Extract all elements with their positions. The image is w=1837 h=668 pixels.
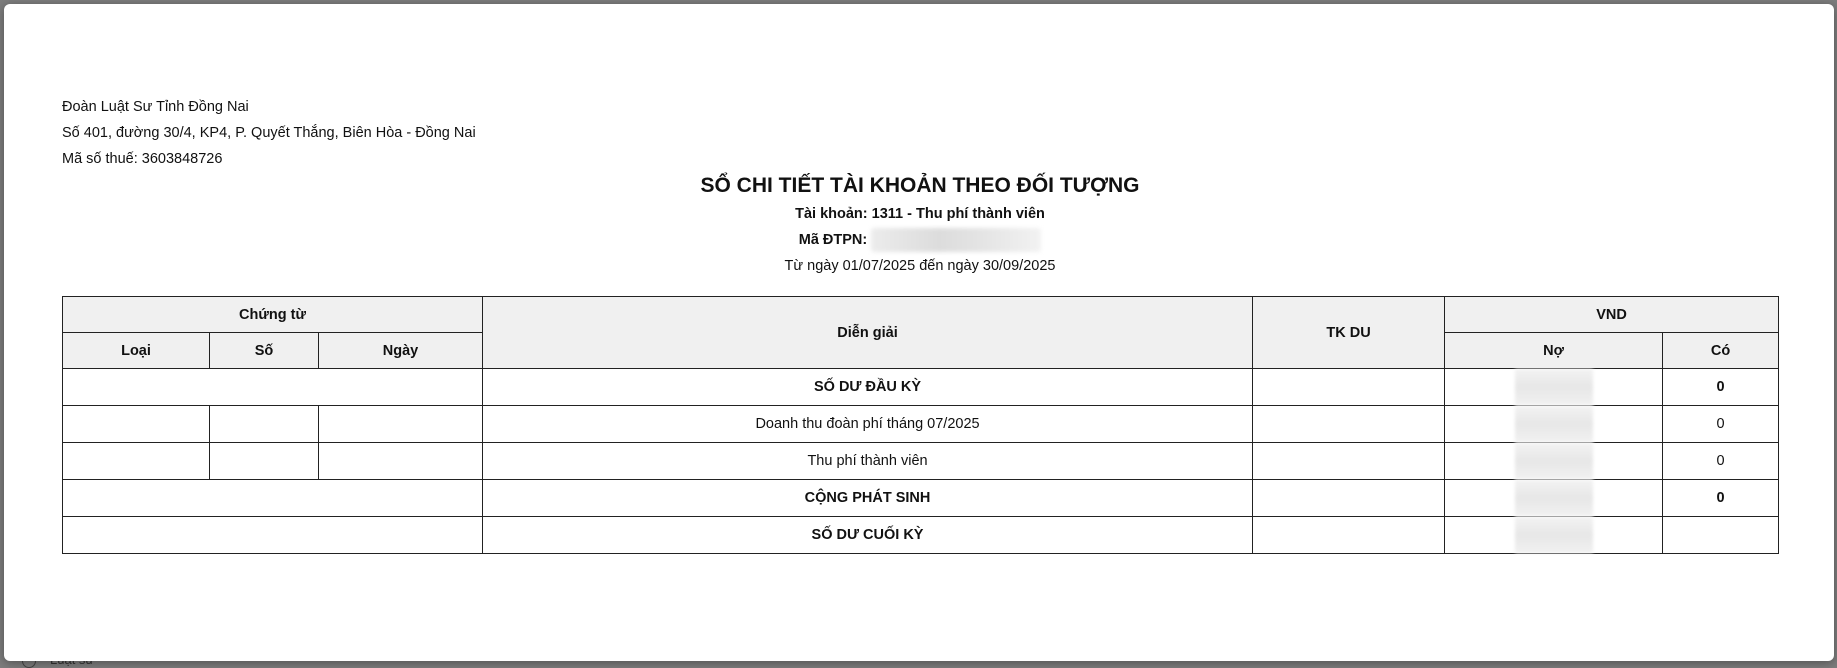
- redacted-amount: [1515, 406, 1593, 442]
- report-period: Từ ngày 01/07/2025 đến ngày 30/09/2025: [784, 258, 1056, 274]
- table-row: [63, 480, 1779, 517]
- row-credit: [1663, 517, 1779, 554]
- table-row: [63, 369, 1779, 406]
- header-contra-account: TK DU: [1253, 297, 1445, 369]
- row-credit: 0: [1663, 369, 1779, 406]
- row-debit: [1445, 406, 1663, 443]
- header-credit: Có: [1663, 333, 1779, 369]
- header-number: Số: [210, 333, 319, 369]
- row-credit: 0: [1663, 480, 1779, 517]
- row-credit: 0: [1663, 406, 1779, 443]
- report-header: [62, 171, 1778, 279]
- company-name: Đoàn Luật Sư Tỉnh Đồng Nai: [62, 99, 249, 115]
- header-voucher: Chứng từ: [63, 297, 483, 333]
- row-debit: [1445, 369, 1663, 406]
- table-row: [63, 406, 1779, 443]
- row-debit: [1445, 443, 1663, 480]
- table-row: [63, 517, 1779, 554]
- redacted-partner-code: [871, 228, 1041, 252]
- redacted-amount: [1515, 517, 1593, 553]
- redacted-amount: [1515, 480, 1593, 516]
- header-currency: VND: [1445, 297, 1779, 333]
- row-description: SỐ DƯ CUỐI KỲ: [483, 517, 1253, 554]
- redacted-amount: [1515, 369, 1593, 405]
- company-address: Số 401, đường 30/4, KP4, P. Quyết Thắng, Biên Hòa - Đồng Nai: [62, 125, 476, 141]
- header-description: Diễn giải: [483, 297, 1253, 369]
- header-debit: Nợ: [1445, 333, 1663, 369]
- redacted-amount: [1515, 443, 1593, 479]
- table-row: [63, 443, 1779, 480]
- row-description: Thu phí thành viên: [483, 443, 1253, 480]
- company-tax-code: Mã số thuế: 3603848726: [62, 151, 223, 167]
- row-debit: [1445, 517, 1663, 554]
- row-description: Doanh thu đoàn phí tháng 07/2025: [483, 406, 1253, 443]
- row-description: CỘNG PHÁT SINH: [483, 480, 1253, 517]
- header-type: Loại: [63, 333, 210, 369]
- report-partner: [62, 227, 1778, 253]
- ledger-table: [62, 296, 1779, 554]
- report-title: SỔ CHI TIẾT TÀI KHOẢN THEO ĐỐI TƯỢNG: [700, 174, 1140, 197]
- row-debit: [1445, 480, 1663, 517]
- report-preview-modal: [4, 4, 1834, 661]
- report-account: Tài khoản: 1311 - Thu phí thành viên: [795, 206, 1045, 222]
- row-credit: 0: [1663, 443, 1779, 480]
- company-info: [62, 94, 476, 172]
- partner-label: Mã ĐTPN:: [798, 232, 868, 248]
- row-description: SỐ DƯ ĐẦU KỲ: [483, 369, 1253, 406]
- header-date: Ngày: [319, 333, 483, 369]
